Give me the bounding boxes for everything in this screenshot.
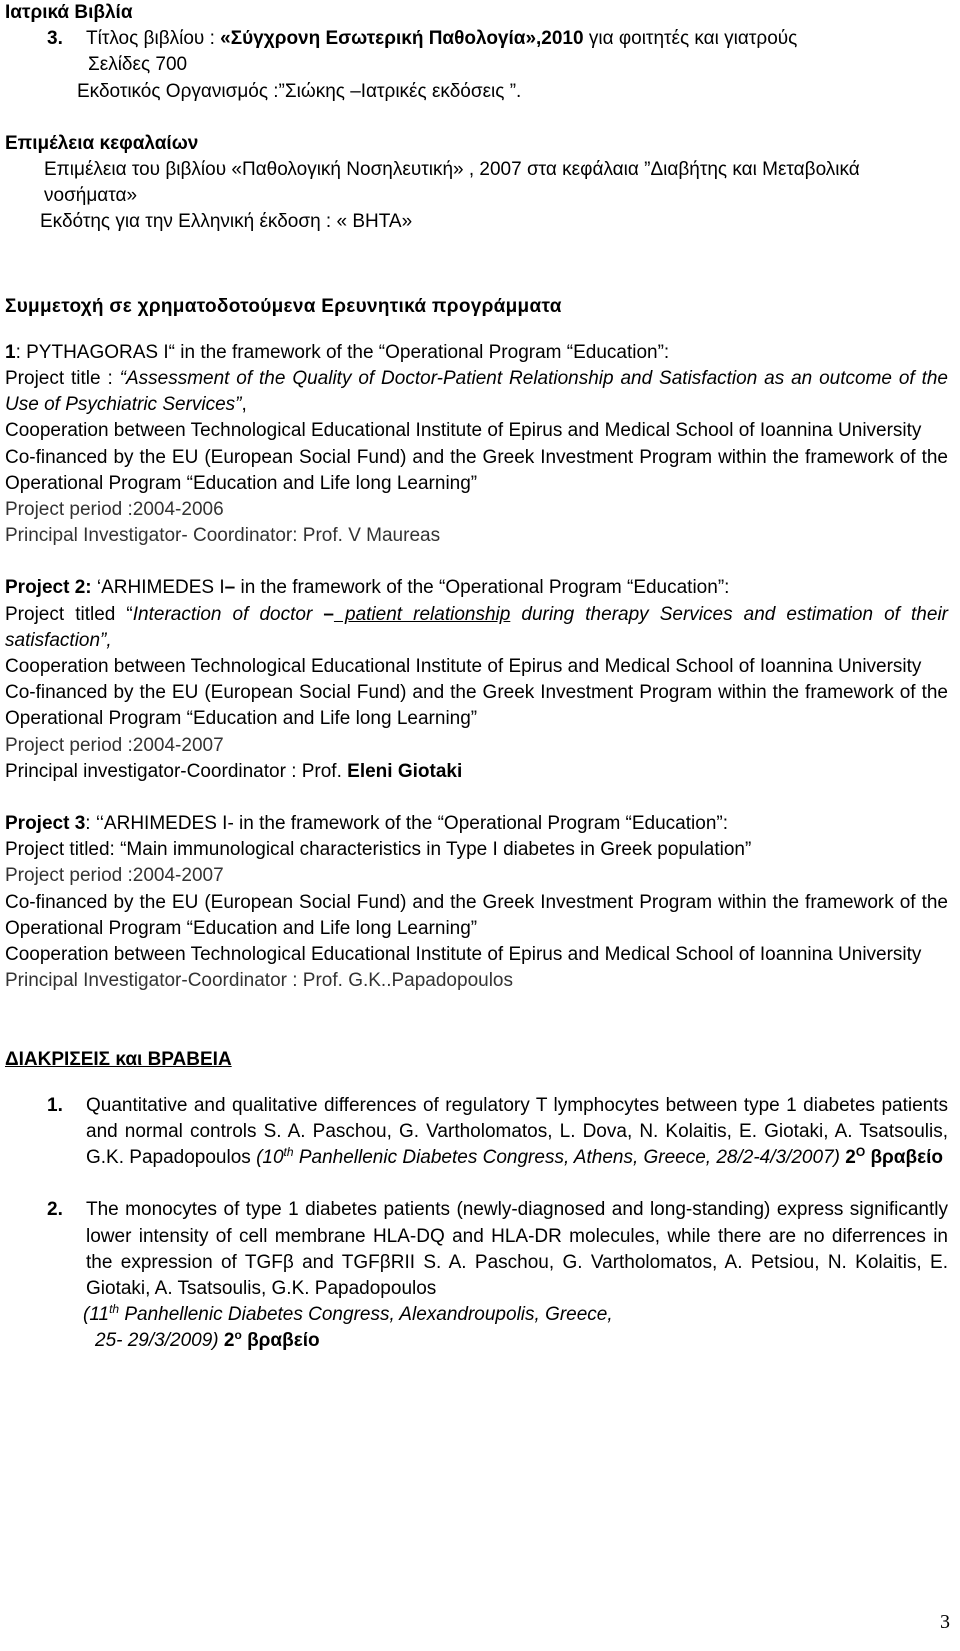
book-audience: για φοιτητές και γιατρούς	[583, 28, 798, 50]
project-3-title: Project titled: “Main immunological characteristics in Type I diabetes in Greek population”	[5, 839, 752, 861]
award-2	[5, 1197, 948, 1302]
book-pages: Σελίδες 700	[88, 54, 188, 76]
document-page: Ιατρικά Βιβλία 3. Τίτλος βιβλίου : «Σύγχρονη Εσωτερική Παθολογία»,2010 για φοιτητές και γιατρούς Σελίδες 700 Εκδοτικός Οργανισμός :”Σιώκης –Ιατρικές εκδόσεις ”. Επιμέλεια κεφαλαίων Επιμέλεια του βιβλίου «Παθολογική Νοσηλευτική» , 2007 στα κεφάλαια ”Διαβήτης και Μεταβολικά νοσήματα» Εκδότης για την Ελληνική έκδοση : « ΒΗΤΑ» Συμμετοχή σε χρηματοδοτούμενα Ερευνητικά προγράμματα 1: PYTHAGORAS I“ in the framework of the “Operational Program “Education”: Project title : “Assessment of the Quality of Doctor-Patient Relationship and Satisfaction as an outcome of the Use of Psychiatric Services”, Cooperation between Technological Educational Institute of Epirus and Medical School of Ioannina University Co-financed by the EU (European Social Fund) and the Greek Investment Program within the framework of the Operational Program “Education and Life long Learning” Project period :2004-2006 Principal Investigator- Coordinator: Prof. V Maureas Project 2: ‘ARHIMEDES I– in the framework of the “Operational Program “Education”: Project titled “Interaction of doctor – patient relationship during therapy Services and estimation of their satisfaction”, Cooperation between Technological Educational Institute of Epirus and Medical School of Ioannina University Co-financed by the EU (European Social Fund) and the Greek Investment Program within the framework of the Operational Program “Education and Life long Learning” Project period :2004-2007 Principal investigator-Coordinator : Prof. Eleni Giotaki Project 3: ‘‘ARHIMEDES I- in the framework of the “Operational Program “Education”: Project titled: “Main immunological characteristics in Type I diabetes in Greek population” Project period :2004-2007 Co-financed by the EU (European Social Fund) and the Greek Investment Program within the framework of the Operational Program “Education and Life long Learning” Cooperation between Technological Educational Institute of Epirus and Medical School of Ioannina University Principal Investigator-Coordinator : Prof. G.K..Papadopoulos ΔΙΑΚΡΙΣΕΙΣ και ΒΡΑΒΕΙΑ 1. Quantitative and qualitative differences of regulatory T lymphocytes between type 1 diabetes patients and normal controls S. A. Paschou, G. Vartholomatos, L. Dova, N. Kolaitis, E. Giotaki, A. Tsatsoulis, G.K. Papadopoulos (10th Panhellenic Diabetes Congress, Athens, Greece, 28/2-4/3/2007) $2^O$ βραβείο 2. The monocytes of type 1 diabetes patients (newly-diagnosed and long-standing) express significantly lower intensity of cell membrane HLA-DQ and HLA-DR molecules, while there are no diferrences in the expression of TGFβ and TGFβRII S. A. Paschou, G. Vartholomatos, A. Petsiou, N. Kolaitis, E. Giotaki, A. Tsatsoulis, G.K. Papadopoulos (11th Panhellenic Diabetes Congress, Alexandroupolis, Greece, 25- 29/3/2009) 2$^o$ βραβείο 3	[0, 0, 960, 1651]
award-1-prize: βραβείο	[865, 1147, 943, 1169]
project-1-pi: Principal Investigator- Coordinator: Prof. V Maureas	[5, 525, 441, 547]
award-1: 1. Quantitative and qualitative differences of regulatory T lymphocytes between type 1 diabetes patients and normal controls S. A. Paschou, G. Vartholomatos, L. Dova, N. Kolaitis, E. Giotaki, A. Tsatsoulis, G.K. Papadopoulos (10th Panhellenic Diabetes Congress, Athens, Greece, 28/2-4/3/2007) $2^O$ βραβείο	[47, 1094, 948, 1169]
book-entry	[5, 26, 948, 52]
project-2-header: in the framework of the “Operational Program “Education”:	[235, 577, 730, 599]
award-1-conference: Panhellenic Diabetes Congress, Athens, Greece, 28/2-4/3/2007)	[293, 1147, 840, 1169]
project-2-pi: Principal investigator-Coordinator : Prof.	[5, 760, 348, 782]
book-title: «Σύγχρονη Εσωτερική Παθολογία»,2010	[220, 28, 584, 50]
award-2-text: The monocytes of type 1 diabetes patients (newly-diagnosed and long-standing) express significantly lower intensity of cell membrane HLA-DQ and HLA-DR molecules, while there are no diferrences in the expression of TGFβ and TGFβRII S. A. Paschou, G. Vartholomatos, A. Petsiou, N. Kolaitis, E. Giotaki, A. Tsatsoulis, G.K. Papadopoulos	[86, 1199, 948, 1299]
project-2-cooperation: Cooperation between Technological Educational Institute of Epirus and Medical School of Ioannina University	[5, 656, 922, 678]
project-3-period: Project period :2004-2007	[5, 865, 224, 887]
award-2-date: 25- 29/3/2009)	[95, 1330, 219, 1352]
project-1-title-label: Project title :	[5, 368, 120, 390]
book-title-prefix: Τίτλος βιβλίου :	[86, 28, 221, 50]
chapters-edit-line: Επιμέλεια του βιβλίου «Παθολογική Νοσηλευτική» , 2007 στα κεφάλαια ”Διαβήτης και Μεταβολικά νοσήματα»	[44, 159, 860, 207]
project-1-cofinanced: Co-financed by the EU (European Social Fund) and the Greek Investment Program within the framework of the Operational Program “Education and Life long Learning”	[5, 446, 948, 494]
awards-heading: ΔΙΑΚΡΙΣΕΙΣ και ΒΡΑΒΕΙΑ	[5, 1048, 232, 1070]
award-2-prize: βραβείο	[241, 1330, 320, 1352]
project-2-pi-name: Eleni Giotaki	[347, 760, 463, 782]
project-2-name: ‘ARHIMEDES I	[91, 577, 225, 599]
page-number: 3	[940, 1610, 950, 1633]
project-1-period: Project period :2004-2006	[5, 499, 224, 521]
project-1-header: : PYTHAGORAS I“ in the framework of the “Operational Program “Education”:	[15, 341, 670, 363]
project-2-label: Project 2:	[5, 577, 92, 599]
chapters-heading: Επιμέλεια κεφαλαίων	[5, 132, 199, 154]
project-3-cofinanced: Co-financed by the EU (European Social Fund) and the Greek Investment Program within the framework of the Operational Program “Education and Life long Learning”	[5, 891, 948, 939]
project-2-period: Project period :2004-2007	[5, 734, 224, 756]
project-3-label: Project 3	[5, 813, 86, 835]
award-1-text: Quantitative and qualitative differences of regulatory T lymphocytes between type 1 diabetes patients and normal controls S. A. Paschou, G. Vartholomatos, L. Dova, N. Kolaitis, E. Giotaki, A. Tsatsoulis, G.K. Papadopoulos	[86, 1094, 948, 1169]
chapters-publisher-line: Εκδότης για την Ελληνική έκδοση : « ΒΗΤΑ»	[40, 211, 413, 233]
book-number: 3.	[47, 28, 63, 50]
project-3-cooperation: Cooperation between Technological Educational Institute of Epirus and Medical School of Ioannina University	[5, 944, 922, 966]
award-2-conference: Panhellenic Diabetes Congress, Alexandroupolis, Greece,	[119, 1304, 613, 1326]
project-1-cooperation: Cooperation between Technological Educational Institute of Epirus and Medical School of Ioannina University	[5, 420, 922, 442]
project-2-title: Interaction of doctor	[132, 603, 324, 625]
project-3-pi: Principal Investigator-Coordinator : Prof. G.K..Papadopoulos	[5, 970, 513, 992]
project-2: Project 2: ‘ARHIMEDES I– in the framework of the “Operational Program “Education”: Project titled “Interaction of doctor – patient relationship during therapy Services and estimation of their satisfaction”, Cooperation between Technological Educational Institute of Epirus and Medical School of Ioannina University Co-financed by the EU (European Social Fund) and the Greek Investment Program within the framework of the Operational Program “Education and Life long Learning” Project period :2004-2007 Principal investigator-Coordinator : Prof. Eleni Giotaki	[5, 577, 948, 782]
project-1: 1: PYTHAGORAS I“ in the framework of the “Operational Program “Education”: Project title : “Assessment of the Quality of Doctor-Patient Relationship and Satisfaction as an outcome of the Use of Psychiatric Services”, Cooperation between Technological Educational Institute of Epirus and Medical School of Ioannina University Co-financed by the EU (European Social Fund) and the Greek Investment Program within the framework of the Operational Program “Education and Life long Learning” Project period :2004-2006 Principal Investigator- Coordinator: Prof. V Maureas	[5, 340, 948, 550]
project-3-header: : ‘‘ARHIMEDES I- in the framework of the “Operational Program “Education”:	[85, 813, 728, 835]
book-publisher: Εκδοτικός Οργανισμός :”Σιώκης –Ιατρικές εκδόσεις ”.	[77, 80, 522, 102]
project-1-number: 1	[5, 341, 16, 363]
project-1-title: “Assessment of the Quality of Doctor-Patient Relationship and Satisfaction as an outcome of the Use of Psychiatric Services”	[5, 368, 948, 416]
award-1-number: 1.	[47, 1094, 63, 1116]
project-3	[5, 811, 948, 994]
books-heading: Ιατρικά Βιβλία	[5, 2, 133, 23]
award-2-number: 2.	[47, 1199, 63, 1221]
research-heading: Συμμετοχή σε χρηματοδοτούμενα Ερευνητικά προγράμματα	[5, 295, 562, 317]
project-2-cofinanced: Co-financed by the EU (European Social Fund) and the Greek Investment Program within the framework of the Operational Program “Education and Life long Learning”	[5, 682, 948, 730]
